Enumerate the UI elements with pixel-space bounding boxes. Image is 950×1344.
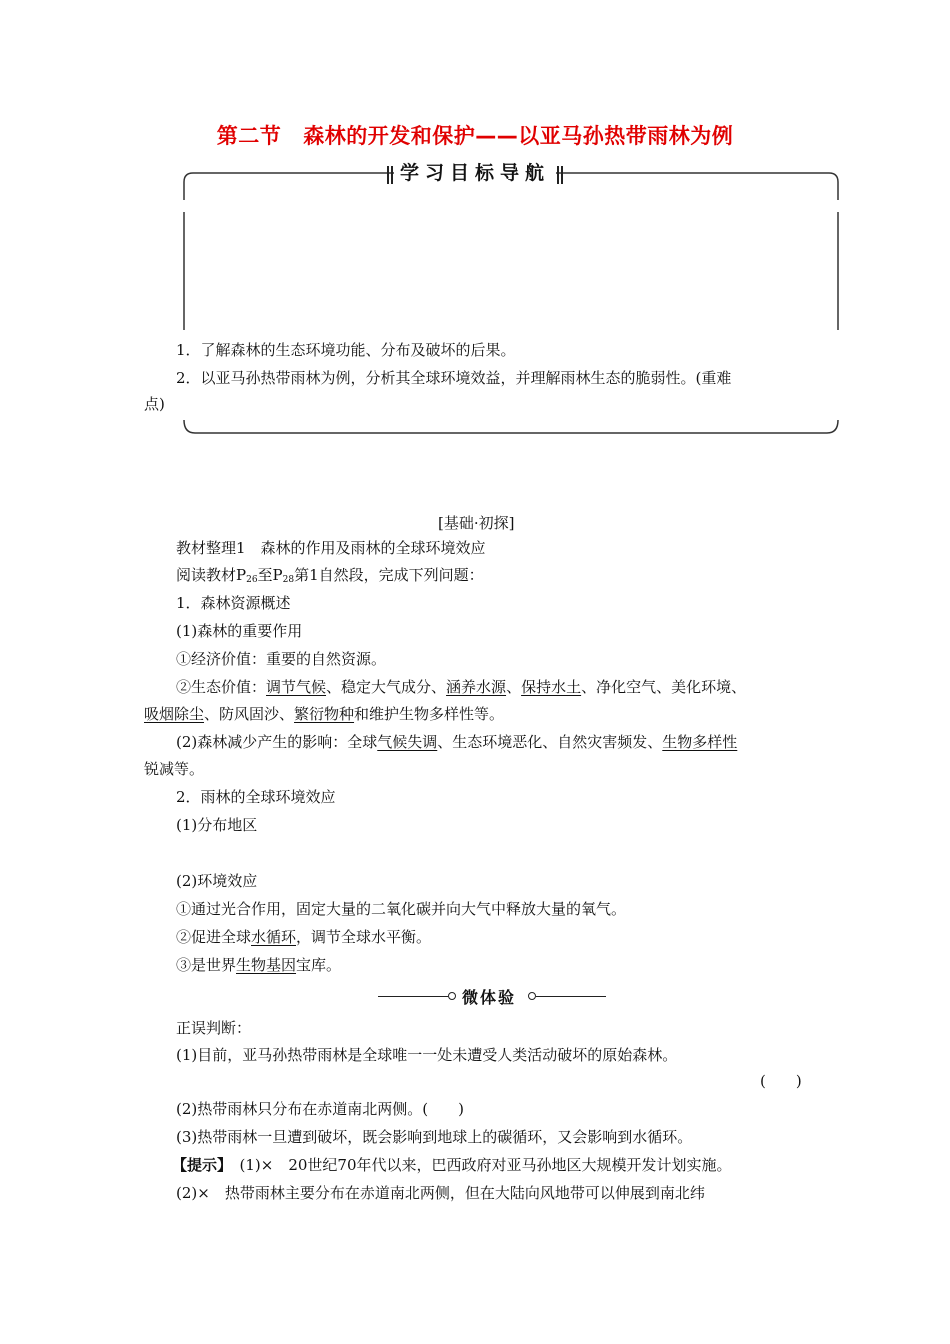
subheading-distribution: (1)分布地区 <box>176 816 258 834</box>
hint-label: 【提示】 <box>172 1156 225 1174</box>
micro-experience-header <box>378 985 606 1009</box>
economic-value: ①经济价值：重要的自然资源。 <box>176 650 387 668</box>
goals-banner-label: 学习目标导航 <box>394 158 556 185</box>
blank-answer: 吸烟除尘 <box>144 705 205 723</box>
effect-1: ①通过光合作用，固定大量的二氧化碳并向大气中释放大量的氧气。 <box>176 900 627 918</box>
judge-heading: 正误判断： <box>176 1019 252 1037</box>
micro-experience-label: 微体验 <box>462 988 517 1007</box>
blank-answer: 水循环 <box>251 928 297 946</box>
section-tag: [基础·初探] <box>438 514 515 532</box>
blank-answer: 气候失调 <box>377 733 438 751</box>
question-3: (3)热带雨林一旦遭到破坏，既会影响到地球上的碳循环，又会影响到水循环。 <box>176 1128 693 1146</box>
title-text: 森林的开发和保护——以亚马孙热带雨林为例 <box>303 124 734 148</box>
blank-answer: 繁衍物种 <box>294 705 355 723</box>
question-2: (2)热带雨林只分布在赤道南北两侧。( ) <box>176 1100 464 1118</box>
blank-answer: 调节气候 <box>266 678 327 696</box>
heading-forest-overview: 1．森林资源概述 <box>176 594 291 612</box>
ecological-value: ②生态价值：调节气候、稳定大气成分、涵养水源、保持水土、净化空气、美化环境、 <box>176 678 747 696</box>
question-1: (1)目前，亚马孙热带雨林是全球唯一一处未遭受人类活动破坏的原始森林。 <box>176 1046 678 1064</box>
page-title <box>0 120 950 150</box>
hint: 【提示】 (1)× 20世纪70年代以来，巴西政府对亚马孙地区大规模开发计划实施。 <box>172 1156 732 1174</box>
forest-reduction-impact-cont: 锐减等。 <box>144 760 205 778</box>
blank-answer: 保持水土 <box>521 678 582 696</box>
goal-item-2-cont: 点) <box>144 395 165 413</box>
effect-2: ②促进全球水循环，调节全球水平衡。 <box>176 928 432 946</box>
subheading-importance: (1)森林的重要作用 <box>176 622 303 640</box>
blank-answer: 生物基因 <box>236 956 297 974</box>
title-section-number: 第二节 <box>216 124 282 148</box>
material-title: 教材整理1 森林的作用及雨林的全球环境效应 <box>176 539 486 557</box>
subheading-environment-effect: (2)环境效应 <box>176 872 258 890</box>
goal-item-2: 2．以亚马孙热带雨林为例，分析其全球环境效益，并理解雨林生态的脆弱性。(重难 <box>176 369 732 387</box>
goals-frame <box>183 172 839 434</box>
blank-answer: 生物多样性 <box>662 733 738 751</box>
effect-3: ③是世界生物基因宝库。 <box>176 956 342 974</box>
hint-2: (2)× 热带雨林主要分布在赤道南北两侧，但在大陆向风地带可以伸展到南北纬 <box>176 1184 705 1202</box>
goals-banner <box>0 158 950 185</box>
goal-item-1: 1．了解森林的生态环境功能、分布及破坏的后果。 <box>176 341 516 359</box>
heading-rainforest-effect: 2．雨林的全球环境效应 <box>176 788 336 806</box>
ecological-value-cont: 吸烟除尘、防风固沙、繁衍物种和维护生物多样性等。 <box>144 705 505 723</box>
blank-answer: 涵养水源 <box>446 678 507 696</box>
question-1-blank: ( ) <box>760 1072 802 1090</box>
reading-instruction: 阅读教材$P_{26}$至$P_{28}$第1自然段，完成下列问题： <box>176 566 484 585</box>
forest-reduction-impact: (2)森林减少产生的影响：全球气候失调、生态环境恶化、自然灾害频发、生物多样性 <box>176 733 738 751</box>
